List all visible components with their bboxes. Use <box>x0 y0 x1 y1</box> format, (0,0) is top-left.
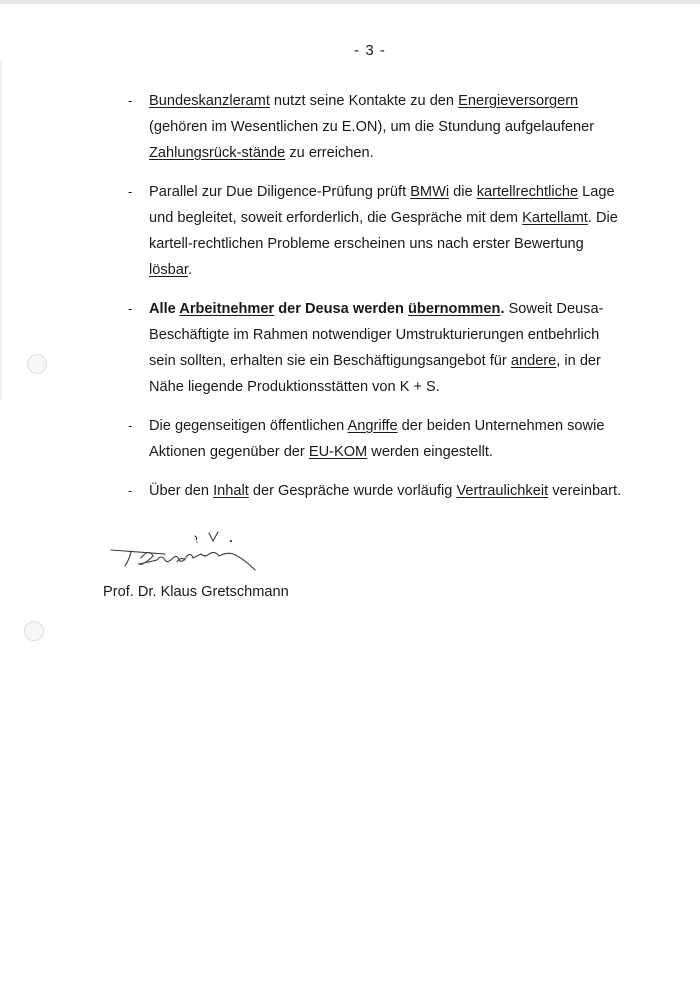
underlined-text: übernommen <box>408 301 501 317</box>
page-number: - 3 - <box>354 42 386 59</box>
signer-name: Prof. Dr. Klaus Gretschmann <box>103 584 289 600</box>
underlined-text: Inhalt <box>213 483 249 499</box>
underlined-text: Bundeskanzleramt <box>149 93 270 109</box>
underlined-text: Kartellamt <box>522 210 588 226</box>
handwritten-signature <box>105 528 315 592</box>
punch-hole <box>24 621 44 641</box>
underlined-text: andere <box>510 353 557 369</box>
scan-edge-top <box>0 0 700 4</box>
bullet-dash: - <box>128 184 133 199</box>
punch-hole <box>27 354 47 374</box>
paragraph-text: Über den <box>149 483 214 499</box>
bullet-dash: - <box>128 418 133 433</box>
bullet-item <box>128 88 628 166</box>
bullet-dash: - <box>128 93 133 108</box>
bullet-paragraph <box>149 88 628 166</box>
bullet-item <box>128 296 628 400</box>
underlined-text: Arbeitnehmer <box>179 301 275 317</box>
paragraph-text: Die gegenseitigen öffentlichen <box>149 418 348 434</box>
bullet-item <box>128 478 628 504</box>
bullet-dash: - <box>128 301 133 316</box>
scan-edge-left <box>0 60 2 400</box>
paragraph-text: der Deusa werden <box>274 301 408 317</box>
paragraph-text: vereinbart. <box>548 483 622 499</box>
bullet-dash: - <box>128 483 133 498</box>
underlined-text: Vertraulichkeit <box>456 483 549 499</box>
bullet-paragraph <box>149 413 628 465</box>
paragraph-text: Alle <box>149 301 180 317</box>
paragraph-text: nutzt seine Kontakte zu den <box>269 93 459 109</box>
bullet-list <box>128 88 628 517</box>
bullet-paragraph <box>149 478 628 504</box>
underlined-text: Zahlungsrück-stände <box>149 145 286 161</box>
bullet-item <box>128 179 628 283</box>
paragraph-text: zu erreichen. <box>285 145 374 161</box>
underlined-text: lösbar <box>149 262 188 278</box>
paragraph-text: , in der Nähe liegende Produktionsstätten von K + S. <box>149 353 601 395</box>
paragraph-text: werden eingestellt. <box>367 444 493 460</box>
paragraph-text: . Die kartell-rechtlichen Probleme erscheinen uns nach erster Bewertung <box>149 210 618 252</box>
bullet-item <box>128 413 628 465</box>
paragraph-text: Parallel zur Due Diligence-Prüfung prüft <box>149 184 411 200</box>
paragraph-text: Lage und begleitet, soweit erforderlich, die Gespräche mit dem <box>149 184 615 226</box>
underlined-text: EU-KOM <box>308 444 368 460</box>
paragraph-text: der beiden Unternehmen sowie Aktionen gegenüber der <box>149 418 605 460</box>
underlined-text: Angriffe <box>347 418 398 434</box>
paragraph-text: (gehören im Wesentlichen zu E.ON), um die Stundung aufgelaufener <box>149 119 595 135</box>
paragraph-text: der Gespräche wurde vorläufig <box>248 483 457 499</box>
paragraph-text: . <box>187 262 193 278</box>
bullet-paragraph <box>149 296 628 400</box>
bullet-paragraph <box>149 179 628 283</box>
underlined-text: BMWi <box>410 184 450 200</box>
underlined-text: Energieversorgern <box>458 93 579 109</box>
paragraph-text: die <box>449 184 477 200</box>
underlined-text: kartellrechtliche <box>476 184 579 200</box>
paragraph-text: . <box>500 301 505 317</box>
paragraph-text: Soweit Deusa-Beschäftigte im Rahmen notwendiger Umstrukturierungen entbehrlich sein sollten, erhalten sie ein Beschäftigungsangebot für <box>149 301 604 369</box>
